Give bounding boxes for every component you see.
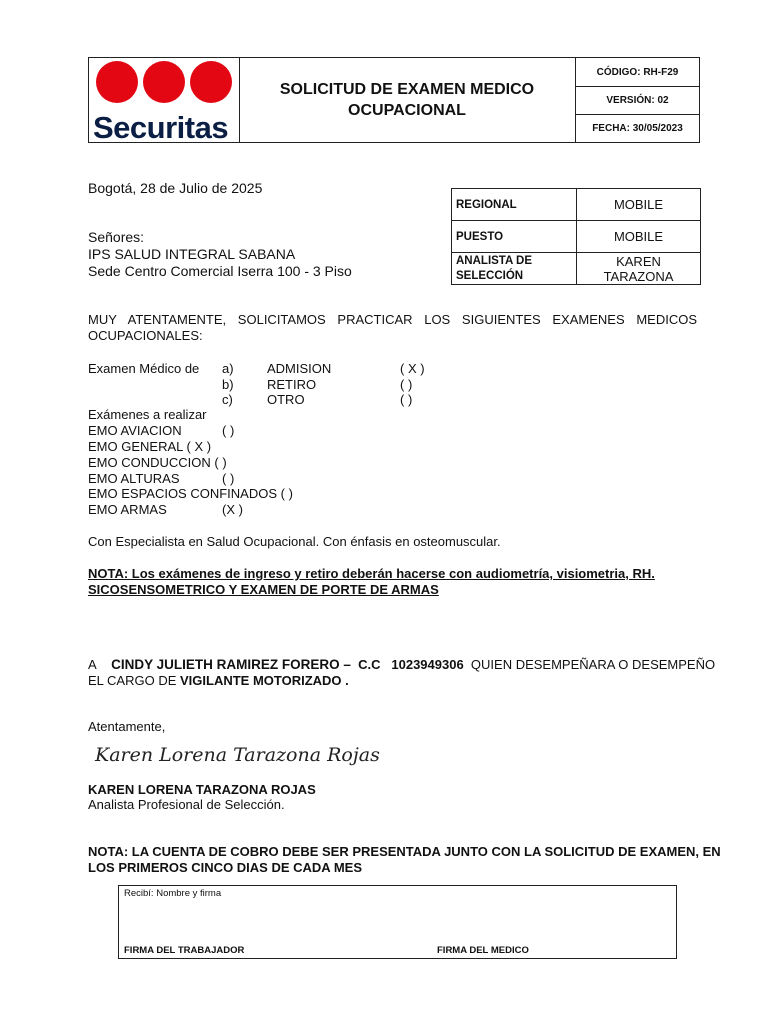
handwritten-signature: Karen Lorena Tarazona Rojas [95,744,380,766]
version-label: VERSIÓN: 02 [575,86,700,115]
worker-suffix: QUIEN DESEMPEÑARA O DESEMPEÑO [470,657,716,672]
cargo-suffix: . [345,673,349,688]
table-row [452,221,701,253]
date-line: Bogotá, 28 de Julio de 2025 [88,180,263,196]
receipt-box [118,885,677,959]
logo-red-dot-icon [190,61,232,103]
cc-label: C.C [358,657,381,672]
analista-label: ANALISTA DE SELECCIÓN [452,253,577,285]
exam-name: EMO ESPACIOS CONFINADOS [88,486,278,501]
document-header [88,57,700,143]
exam-name: EMO ARMAS [88,502,167,517]
exam-mark: ( ) [280,486,293,501]
exam-item [88,423,235,439]
table-row [452,253,701,285]
exam-item [88,471,235,487]
option-letter: a) [222,361,234,376]
exam-mark: ( ) [214,455,227,470]
nota-ingreso-line2: SICOSENSOMETRICO Y EXAMEN DE PORTE DE ARMAS [88,582,439,597]
option-mark: ( ) [400,392,413,407]
option-name: OTRO [267,392,305,407]
nota-cobro-line2: LOS PRIMEROS CINCO DIAS DE CADA MES [88,860,362,875]
option-letter: c) [222,392,233,407]
signer-role: Analista Profesional de Selección. [88,797,285,812]
info-table [451,188,701,285]
signer-name: KAREN LORENA TARAZONA ROJAS [88,782,316,797]
code-label: CÓDIGO: RH-F29 [575,58,700,87]
puesto-label: PUESTO [452,221,577,253]
doctor-signature-label: FIRMA DEL MEDICO [437,945,529,956]
regional-value: MOBILE [577,189,701,221]
nota-cobro-line1: NOTA: LA CUENTA DE COBRO DEBE SER PRESENTADA JUNTO CON LA SOLICITUD DE EXAMEN, EN [88,844,721,859]
exam-name: EMO CONDUCCION [88,455,211,470]
salutation: Señores: [88,229,145,245]
option-mark: ( X ) [400,361,425,376]
request-line: MUY ATENTAMENTE, SOLICITAMOS PRACTICAR LOS SIGUIENTES EXAMENES MEDICOS [88,312,697,327]
analista-value: KAREN TARAZONA [577,253,701,285]
recipient-name: IPS SALUD INTEGRAL SABANA [88,246,296,262]
table-row [452,189,701,221]
exam-mark: ( ) [222,423,235,438]
exams-heading: Exámenes a realizar [88,407,207,422]
exam-name: EMO GENERAL [88,439,183,454]
worker-prefix: A [88,657,97,672]
logo-text: Securitas [93,110,229,145]
option-mark: ( ) [400,377,413,392]
logo-red-dot-icon [143,61,185,103]
worker-signature-label: FIRMA DEL TRABAJADOR [124,945,245,956]
exam-name: EMO AVIACION [88,423,182,438]
receipt-label: Recibí: Nombre y firma [124,888,222,899]
cc-number: 1023949306 [391,657,464,672]
request-line-2: OCUPACIONALES: [88,328,203,343]
cargo-prefix: EL CARGO DE [88,673,177,688]
exam-name: EMO ALTURAS [88,471,180,486]
date-label: FECHA: 30/05/2023 [592,122,683,134]
option-name: ADMISION [267,361,332,376]
exam-mark: ( ) [222,471,235,486]
exam-item [88,439,211,455]
cargo-line [88,673,349,689]
option-letter: b) [222,377,234,392]
exam-mark: ( X ) [186,439,212,454]
specialist-line: Con Especialista en Salud Ocupacional. Con énfasis en osteomuscular. [88,534,501,549]
regional-label: REGIONAL [452,189,577,221]
worker-name: CINDY JULIETH RAMIREZ FORERO – [111,657,351,672]
puesto-value: MOBILE [577,221,701,253]
closing: Atentamente, [88,719,166,734]
securitas-logo [89,58,240,145]
exam-item [88,455,227,471]
exam-mark: (X ) [222,502,243,517]
option-name: RETIRO [267,377,317,392]
recipient-address: Sede Centro Comercial Iserra 100 - 3 Piso [88,263,352,279]
exam-item [88,502,243,518]
exam-type-label: Examen Médico de [88,361,200,376]
nota-ingreso-line1: NOTA: Los exámenes de ingreso y retiro deberán hacerse con audiometría, visiometria, RH. [88,566,655,581]
cargo-value: VIGILANTE MOTORIZADO [180,673,342,688]
exam-item [88,486,293,502]
document-title: SOLICITUD DE EXAMEN MEDICO OCUPACIONAL [239,58,576,142]
logo-red-dot-icon [96,61,138,103]
worker-line [88,657,716,673]
